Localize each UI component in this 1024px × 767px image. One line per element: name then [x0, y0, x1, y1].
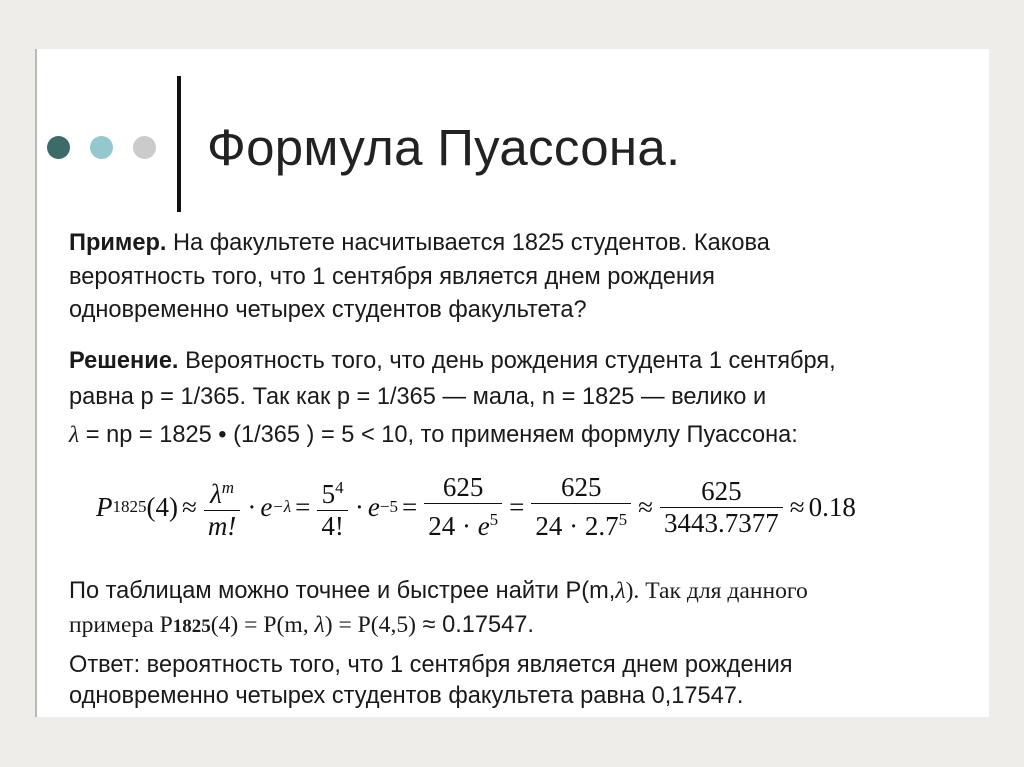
formula-eq-3: =	[509, 491, 525, 522]
example-line-2: вероятность того, что 1 сентября является днем рождения	[69, 264, 715, 290]
formula-fraction-4: $\frac{625}{24 \cdot 2.7^5}$	[531, 472, 631, 542]
formula-approx-3: ≈	[789, 491, 805, 522]
formula-eq-2: =	[401, 491, 418, 522]
lambda-symbol: λ	[69, 422, 80, 448]
slide-title: Формула Пуассона.	[207, 119, 681, 176]
formula-p-arg: (4)	[146, 491, 178, 522]
example-line-3: одновременно четырех студентов факультета?	[69, 297, 587, 323]
lambda-symbol: λ	[314, 612, 325, 638]
solution-text-1: Вероятность того, что день рождения студента 1 сентября,	[185, 348, 836, 374]
formula-e-2-exp: −5	[379, 497, 398, 516]
formula-fraction-3: $\frac{625}{24 \cdot e^5}$	[424, 472, 502, 542]
formula-eq-1: =	[295, 491, 311, 522]
formula-approx-1: ≈	[181, 491, 197, 522]
example-label: Пример.	[69, 230, 167, 256]
solution-label: Решение.	[69, 348, 179, 374]
formula-result: 0.18	[808, 491, 856, 522]
formula-fraction-1: $\frac{\lambda^m}{m!}$	[204, 472, 241, 542]
answer-line-2: одновременно четырех студентов факультета равна 0,17547.	[69, 683, 744, 709]
bullet-dot-teal	[90, 136, 113, 159]
solution-line-3	[69, 422, 798, 449]
answer-line-1: Ответ: вероятность того, что 1 сентября является днем рождения	[69, 652, 793, 678]
example-line-1	[69, 230, 770, 257]
formula-p-sub: 1825	[112, 497, 147, 516]
tables-line-2: примера P1825(4) = P(m, λ) = P(4,5) ≈ 0.17547.	[69, 612, 534, 638]
solution-line-1	[69, 348, 836, 375]
formula-fraction-5: $\frac{625}{3443.7377}$	[660, 476, 783, 539]
formula-dot-2: ·	[354, 491, 364, 522]
formula-dot-1: ·	[247, 491, 257, 522]
poisson-formula	[96, 472, 856, 542]
example-text-1: На факультете насчитывается 1825 студентов. Какова	[172, 230, 770, 256]
bullet-dot-gray	[133, 136, 156, 159]
formula-e-1: e	[260, 491, 273, 522]
formula-p: P	[96, 491, 113, 522]
tables-line-1: По таблицам можно точнее и быстрее найти P(m,λ). Так для данного	[69, 578, 808, 604]
formula-e-1-exp: −λ	[272, 497, 292, 516]
solution-text-3: = np = 1825 • (1/365 ) = 5 < 10, то применяем формулу Пуассона:	[79, 422, 798, 448]
formula-fraction-2: $\frac{5^4}{4!}$	[317, 472, 348, 542]
lambda-symbol: λ	[615, 578, 626, 604]
formula-approx-2: ≈	[638, 491, 653, 522]
title-divider	[177, 76, 181, 212]
solution-line-2: равна p = 1/365. Так как p = 1/365 — мала, n = 1825 — велико и	[69, 384, 767, 410]
formula-e-2: e	[367, 491, 380, 522]
bullet-dot-dark	[47, 136, 70, 159]
